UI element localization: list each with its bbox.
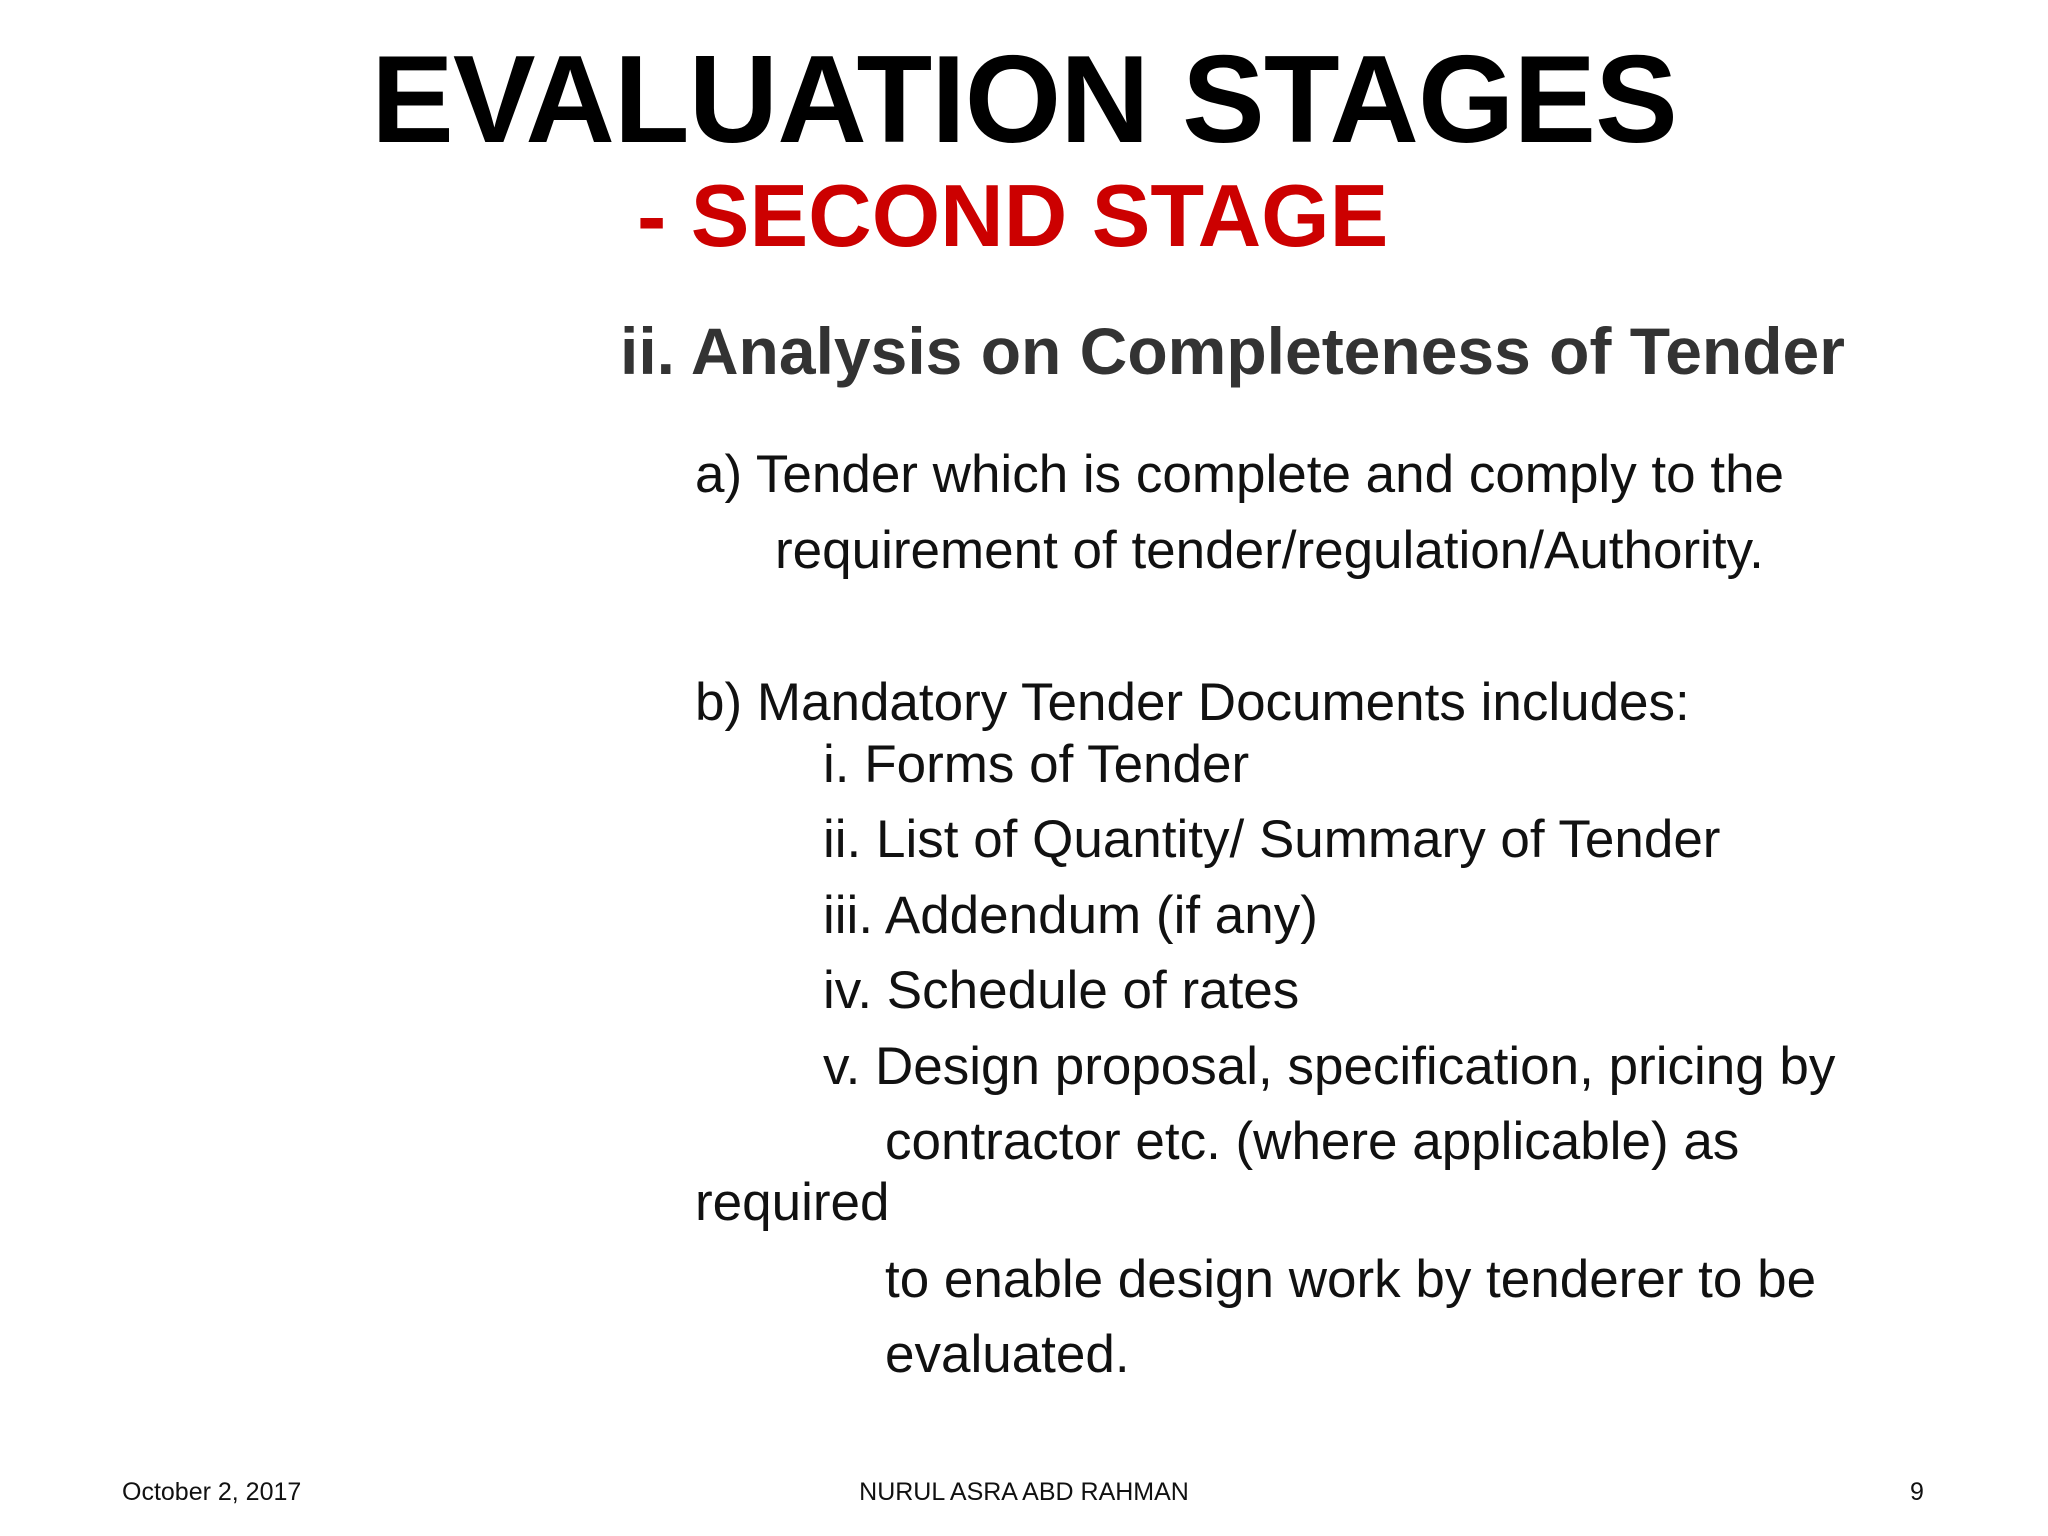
item-b-sub-ii: ii. List of Quantity/ Summary of Tender <box>823 810 1721 869</box>
item-a-line-2: requirement of tender/regulation/Authority. <box>775 521 1764 580</box>
item-b-sub-iii: iii. Addendum (if any) <box>823 886 1318 945</box>
item-b-sub-v-line-4: to enable design work by tenderer to be <box>885 1250 1817 1309</box>
item-b-sub-v-line-5: evaluated. <box>885 1325 1130 1384</box>
item-a-line-1: a) Tender which is complete and comply to the <box>695 445 1785 504</box>
section-heading: ii. Analysis on Completeness of Tender <box>620 314 1845 388</box>
footer-author: NURUL ASRA ABD RAHMAN <box>859 1478 1189 1506</box>
footer-date: October 2, 2017 <box>122 1478 302 1506</box>
item-b-sub-i: i. Forms of Tender <box>823 735 1250 794</box>
item-b-sub-v-line-1: v. Design proposal, specification, pricing by <box>823 1037 1836 1096</box>
item-b-sub-v-line-2: contractor etc. (where applicable) as <box>885 1112 1740 1171</box>
item-b-sub-v-line-3: required <box>695 1173 890 1232</box>
footer-page-number: 9 <box>1910 1478 1924 1506</box>
slide-subtitle: - SECOND STAGE <box>637 166 1389 265</box>
item-b-sub-iv: iv. Schedule of rates <box>823 961 1300 1020</box>
item-b-heading: b) Mandatory Tender Documents includes: <box>695 673 1690 732</box>
slide-title: EVALUATION STAGES <box>371 31 1677 169</box>
